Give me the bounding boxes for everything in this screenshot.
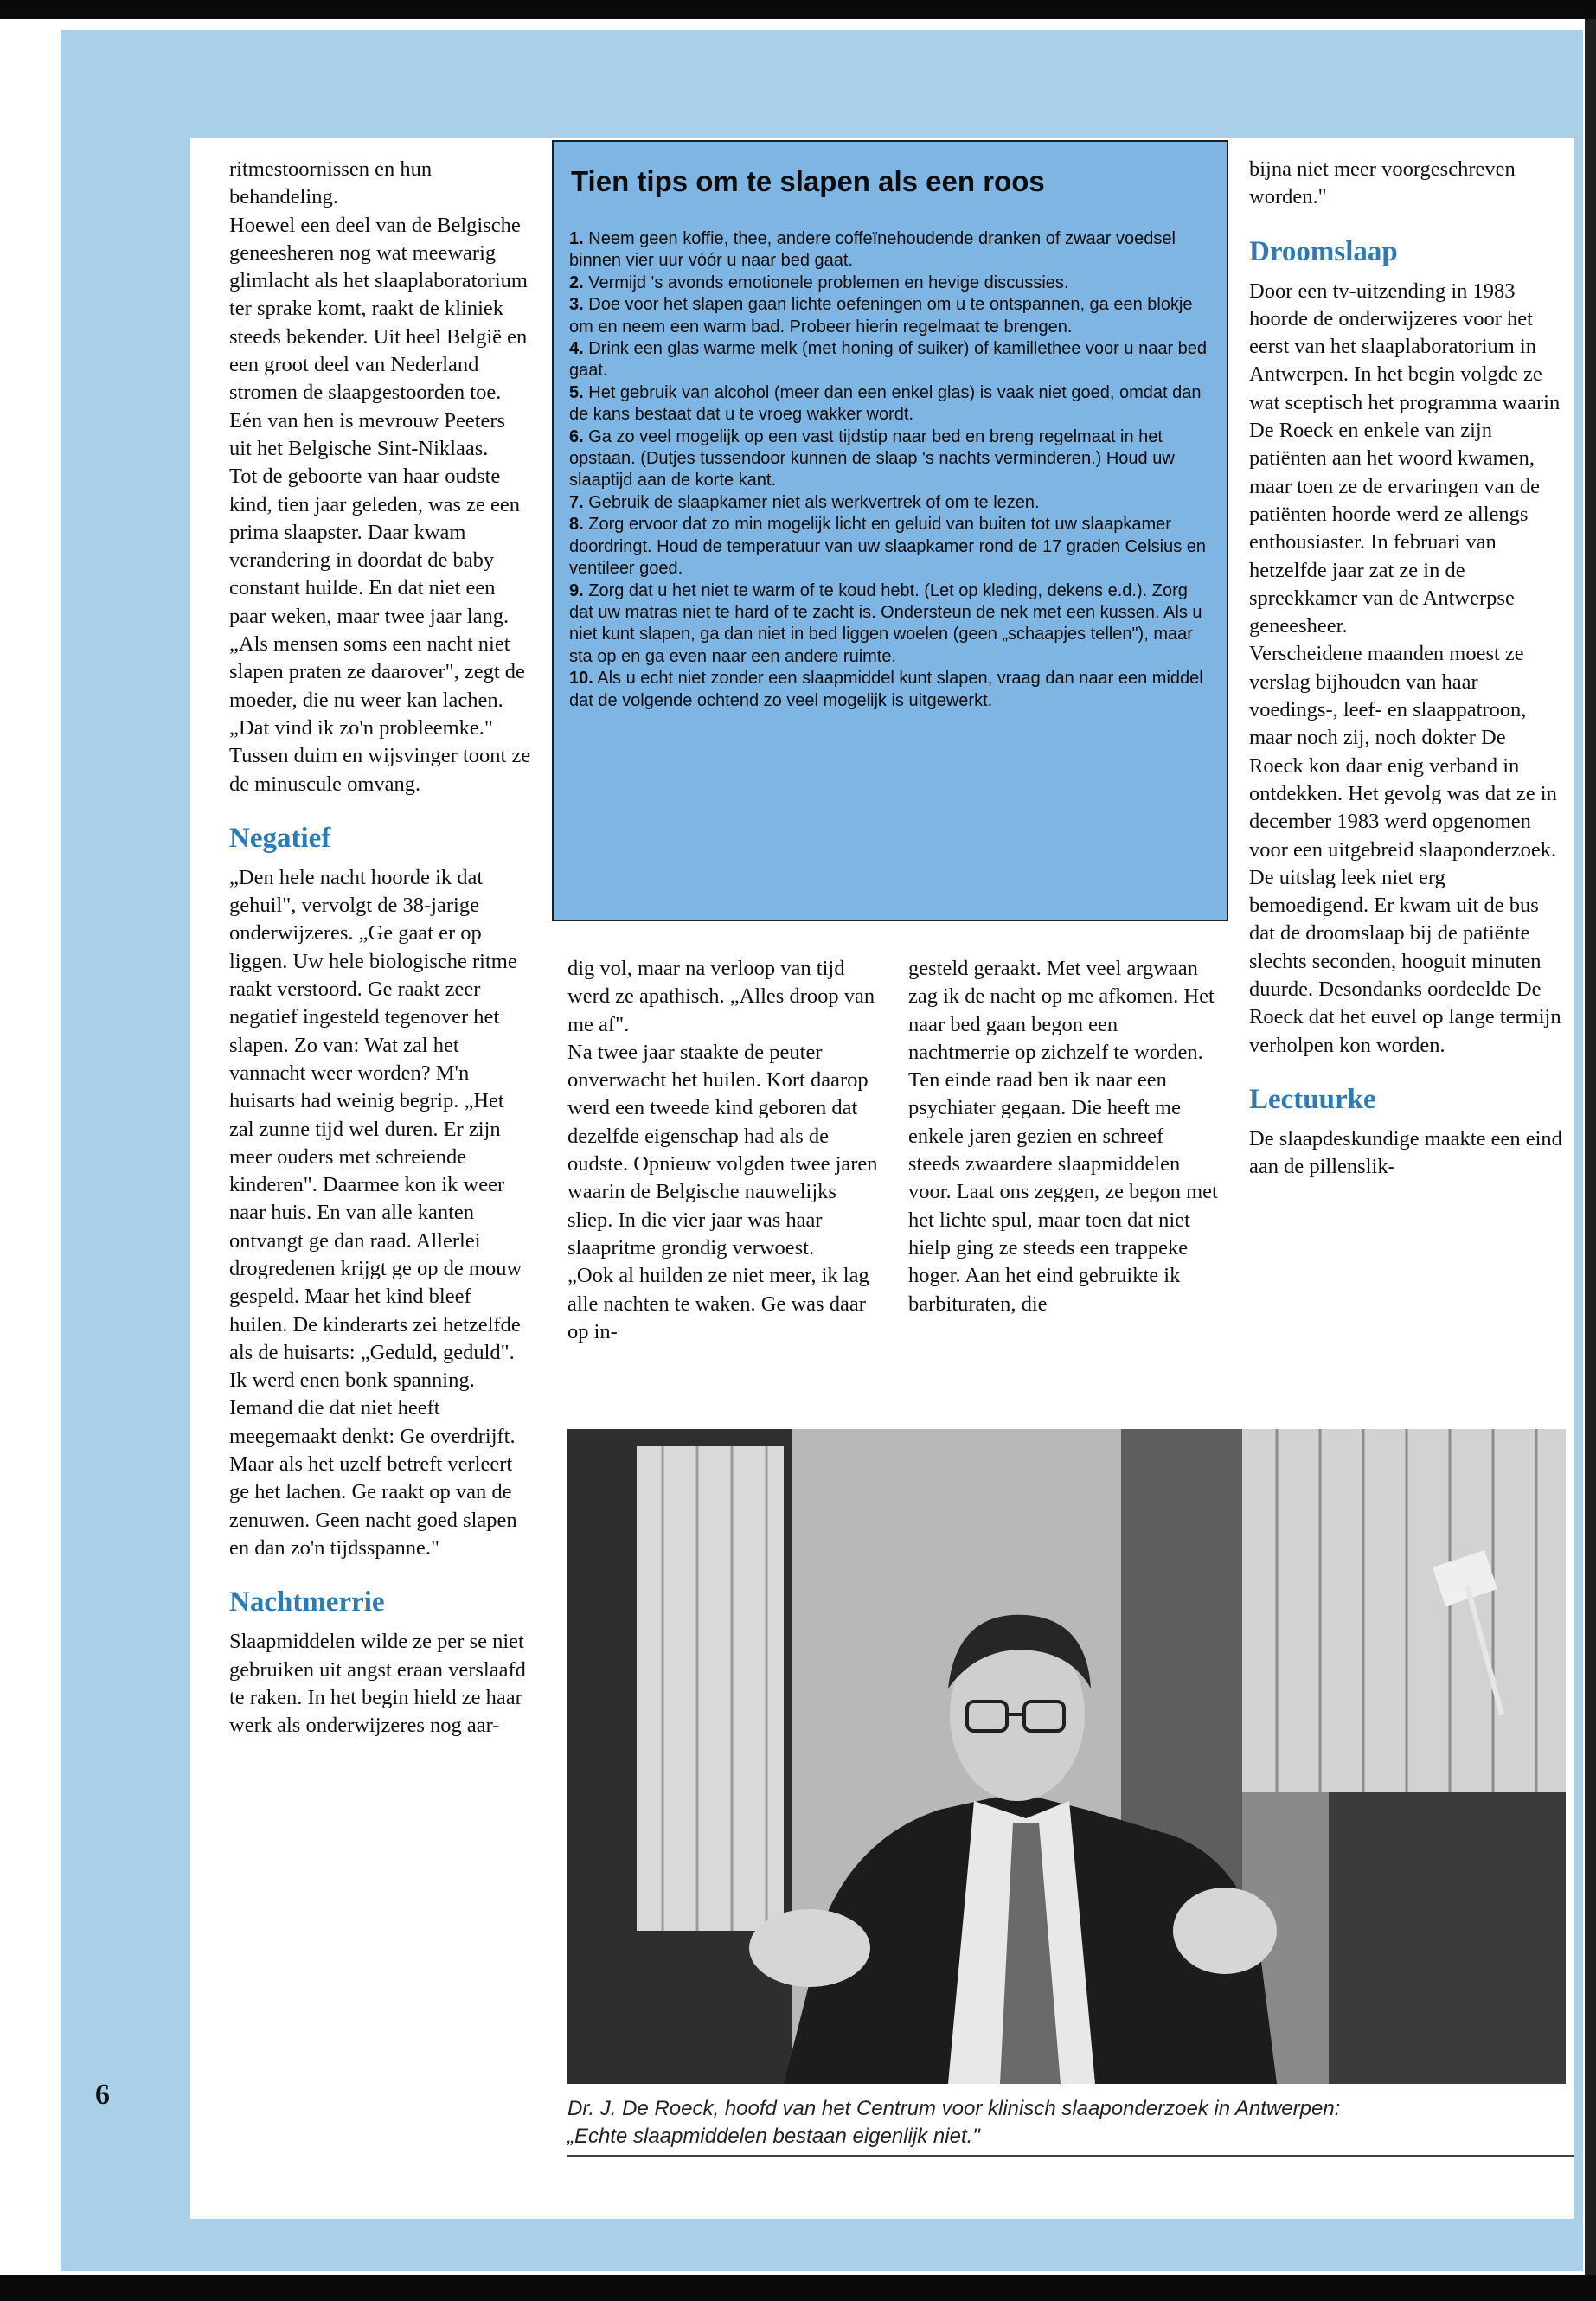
tip-number: 2. — [569, 272, 584, 292]
tip-number: 5. — [569, 382, 584, 402]
paragraph: „Den hele nacht hoorde ik dat gehuil", vervolgt de 38-jarige onderwijzeres. „Ge gaat er op liggen. Uw hele biologische ritme raakt verstoord. Ge raakt zeer negatief ingesteld tegenover het slapen. Zo van: Wat zal het vannacht weer worden? M'n huisarts had weinig begrip. „Het zal zunne tijd wel duren. Er zijn meer ouders met schreiende kinderen". Daarmee kon ik weer naar huis. En van alle kanten ontvangt ge dan raad. Allerlei drogredenen krijgt ge op de mouw gespeld. Maar het kind bleef huilen. De kinderarts zei hetzelfde als de huisarts: „Geduld, geduld". — [229, 865, 522, 1364]
tip-number: 9. — [569, 580, 584, 600]
tip-number: 7. — [569, 492, 584, 512]
tip-item — [569, 338, 1211, 382]
caption-line: Dr. J. De Roeck, hoofd van het Centrum voor klinisch slaaponderzoek in Antwerpen: — [567, 2097, 1341, 2120]
paragraph: dig vol, maar na verloop van tijd werd ze apathisch. „Alles droop van me af". — [567, 957, 875, 1036]
section-heading-droomslaap: Droomslaap — [1249, 235, 1398, 267]
paragraph: Hoewel een deel van de Belgische geneesheren nog wat meewarig glimlacht als het slaaplaboratorium ter sprake komt, raakt de kliniek steeds bekender. Uit heel België en een groot deel van Nederland stromen de slaapgestoorden toe. Eén van hen is mevrouw Peeters uit het Belgische Sint-Niklaas. — [229, 213, 528, 460]
tip-text: Zorg ervoor dat zo min mogelijk licht en geluid van buiten tot uw slaapkamer doordringt. Houd de temperatuur van uw slaapkamer rond de 17 graden Celsius en ventileer goed. — [569, 515, 1206, 579]
paragraph: Slaapmiddelen wilde ze per se niet gebruiken uit angst eraan verslaafd te raken. In het begin hield ze haar werk als onderwijzeres nog aar- — [229, 1630, 526, 1738]
tip-item — [569, 426, 1211, 492]
tip-text: Drink een glas warme melk (met honing of suiker) of kamillethee voor u naar bed gaat. — [569, 339, 1208, 381]
tip-number: 4. — [569, 339, 584, 359]
tip-text: Gebruik de slaapkamer niet als werkvertrek of om te lezen. — [588, 492, 1040, 512]
paragraph: De slaapdeskundige maakte een eind aan de pillenslik- — [1249, 1126, 1562, 1179]
tip-text: Ga zo veel mogelijk op een vast tijdstip naar bed en breng regelmaat in het opstaan. (Dutjes tussendoor kunnen de slaap 's nachts verminderen.) Houd uw slaaptijd aan de korte kant. — [569, 426, 1175, 490]
column-1 — [229, 156, 532, 1740]
paragraph: ritmestoornissen en hun behandeling. — [229, 157, 433, 209]
column-4 — [1249, 156, 1565, 1182]
tip-item — [569, 228, 1211, 272]
bottom-border — [0, 2275, 1596, 2301]
tip-text: Vermijd 's avonds emotionele problemen en hevige discussies. — [588, 272, 1069, 292]
tip-text: Als u echt niet zonder een slaapmiddel kunt slapen, vraag dan naar een middel dat de volgende ochtend zo veel mogelijk is uitgewerkt. — [569, 669, 1203, 710]
tip-number: 6. — [569, 426, 584, 446]
tips-box — [552, 140, 1228, 921]
article-page — [190, 138, 1574, 2219]
photo-caption — [567, 2095, 1566, 2150]
section-heading-negatief: Negatief — [229, 822, 331, 854]
tip-item — [569, 382, 1211, 426]
tip-number: 10. — [569, 669, 593, 689]
tip-text: Zorg dat u het niet te warm of te koud hebt. (Let op kleding, dekens e.d.). Zorg dat uw matras niet te hard of te zacht is. Ondersteun de nek met een kussen. Als u niet kunt slapen, ga dan niet in bed liggen woelen (geen „schaapjes tellen"), maar sta op en ga even naar een andere ruimte. — [569, 580, 1202, 666]
column-2 — [567, 955, 879, 1346]
tip-text: Doe voor het slapen gaan lichte oefeningen om u te ontspannen, ga een blokje om en neem een warm bad. Probeer hierin regelmaat te brengen. — [569, 295, 1193, 336]
page-background — [61, 30, 1583, 2271]
tip-item — [569, 272, 1211, 294]
paragraph: bijna niet meer voorgeschreven worden." — [1249, 157, 1516, 209]
tip-text: Het gebruik van alcohol (meer dan een enkel glas) is vaak niet goed, omdat dan de kans bestaat dat u te vroeg wakker wordt. — [569, 382, 1202, 425]
tip-item — [569, 294, 1211, 338]
photo-illustration — [567, 1429, 1566, 2084]
tip-number: 8. — [569, 515, 584, 535]
paragraph: Door een tv-uitzending in 1983 hoorde de onderwijzeres voor het eerst van het slaaplaboratorium in Antwerpen. In het begin volgde ze wat sceptisch het programma waarin De Roeck en enkele van zijn patiënten aan het woord kwamen, maar toen ze de ervaringen van de patiënten hoorde werd ze allengs enthousiaster. In februari van hetzelfde jaar zat ze in de spreekkamer van de Antwerpse geneesheer. — [1249, 279, 1561, 638]
paragraph: Na twee jaar staakte de peuter onverwacht het huilen. Kort daarop werd een tweede kind geboren dat dezelfde eigenschap had als de oudste. Opnieuw volgden twee jaren waarin de Belgische nauwelijks sliep. In die vier jaar was haar slaapritme grondig verwoest. — [567, 1040, 878, 1259]
caption-line: „Echte slaapmiddelen bestaan eigenlijk niet." — [567, 2125, 980, 2148]
divider — [567, 2155, 1574, 2157]
paragraph: Tot de geboorte van haar oudste kind, tien jaar geleden, was ze een prima slaapster. Daar kwam verandering in doordat de baby constant huilde. En dat niet een paar weken, maar twee jaar lang. „Als mensen soms een nacht niet slapen praten ze daarover", zegt de moeder, die nu weer kan lachen. „Dat vind ik zo'n probleemke." Tussen duim en wijsvinger toont ze de minuscule omvang. — [229, 465, 531, 796]
page-number: 6 — [95, 2079, 110, 2111]
paragraph: gesteld geraakt. Met veel argwaan zag ik de nacht op me afkomen. Het naar bed gaan begon een nachtmerrie op zichzelf te worden. Ten einde raad ben ik naar een psychiater gegaan. Die heeft me enkele jaren gezien en schreef steeds zwaardere slaapmiddelen voor. Laat ons zeggen, ze begon met het lichte spul, maar toen dat niet hielp ging ze steeds een trappeke hoger. Aan het eind gebruikte ik barbituraten, die — [908, 957, 1218, 1316]
tip-number: 1. — [569, 229, 584, 248]
tip-item — [569, 492, 1211, 514]
portrait-photo — [567, 1429, 1566, 2084]
top-border — [0, 0, 1596, 19]
paragraph: Verscheidene maanden moest ze verslag bijhouden van haar voedings-, leef- en slaappatroon, maar noch zij, noch dokter De Roeck kon daar enig verband in ontdekken. Het gevolg was dat ze in december 1983 werd opgenomen voor een uitgebreid slaaponderzoek. De uitslag leek niet erg bemoedigend. Er kwam uit de bus dat de droomslaap bij de patiënte slechts seconden, hooguit minuten duurde. Desondanks oordeelde De Roeck dat het euvel op lange termijn verholpen kon worden. — [1249, 642, 1561, 1057]
tips-title: Tien tips om te slapen als een roos — [571, 165, 1045, 197]
section-heading-nachtmerrie: Nachtmerrie — [229, 1586, 385, 1618]
column-3 — [908, 955, 1220, 1318]
right-border — [1585, 19, 1596, 2275]
tip-number: 3. — [569, 295, 584, 315]
tip-item — [569, 514, 1211, 580]
section-heading-lectuurke: Lectuurke — [1249, 1083, 1376, 1115]
paragraph: „Ook al huilden ze niet meer, ik lag alle nachten te waken. Ge was daar op in- — [567, 1264, 869, 1343]
tip-item — [569, 668, 1211, 712]
paragraph: Ik werd enen bonk spanning. Iemand die dat niet heeft meegemaakt denkt: Ge overdrijft. Maar als het uzelf betreft verleert ge het lachen. Ge raakt op van de zenuwen. Geen nacht goed slapen en dan zo'n tijdsspanne." — [229, 1368, 517, 1560]
tip-text: Neem geen koffie, thee, andere coffeïnehoudende dranken of zwaar voedsel binnen vier uur vóór u naar bed gaat. — [569, 229, 1176, 271]
tip-item — [569, 580, 1211, 669]
